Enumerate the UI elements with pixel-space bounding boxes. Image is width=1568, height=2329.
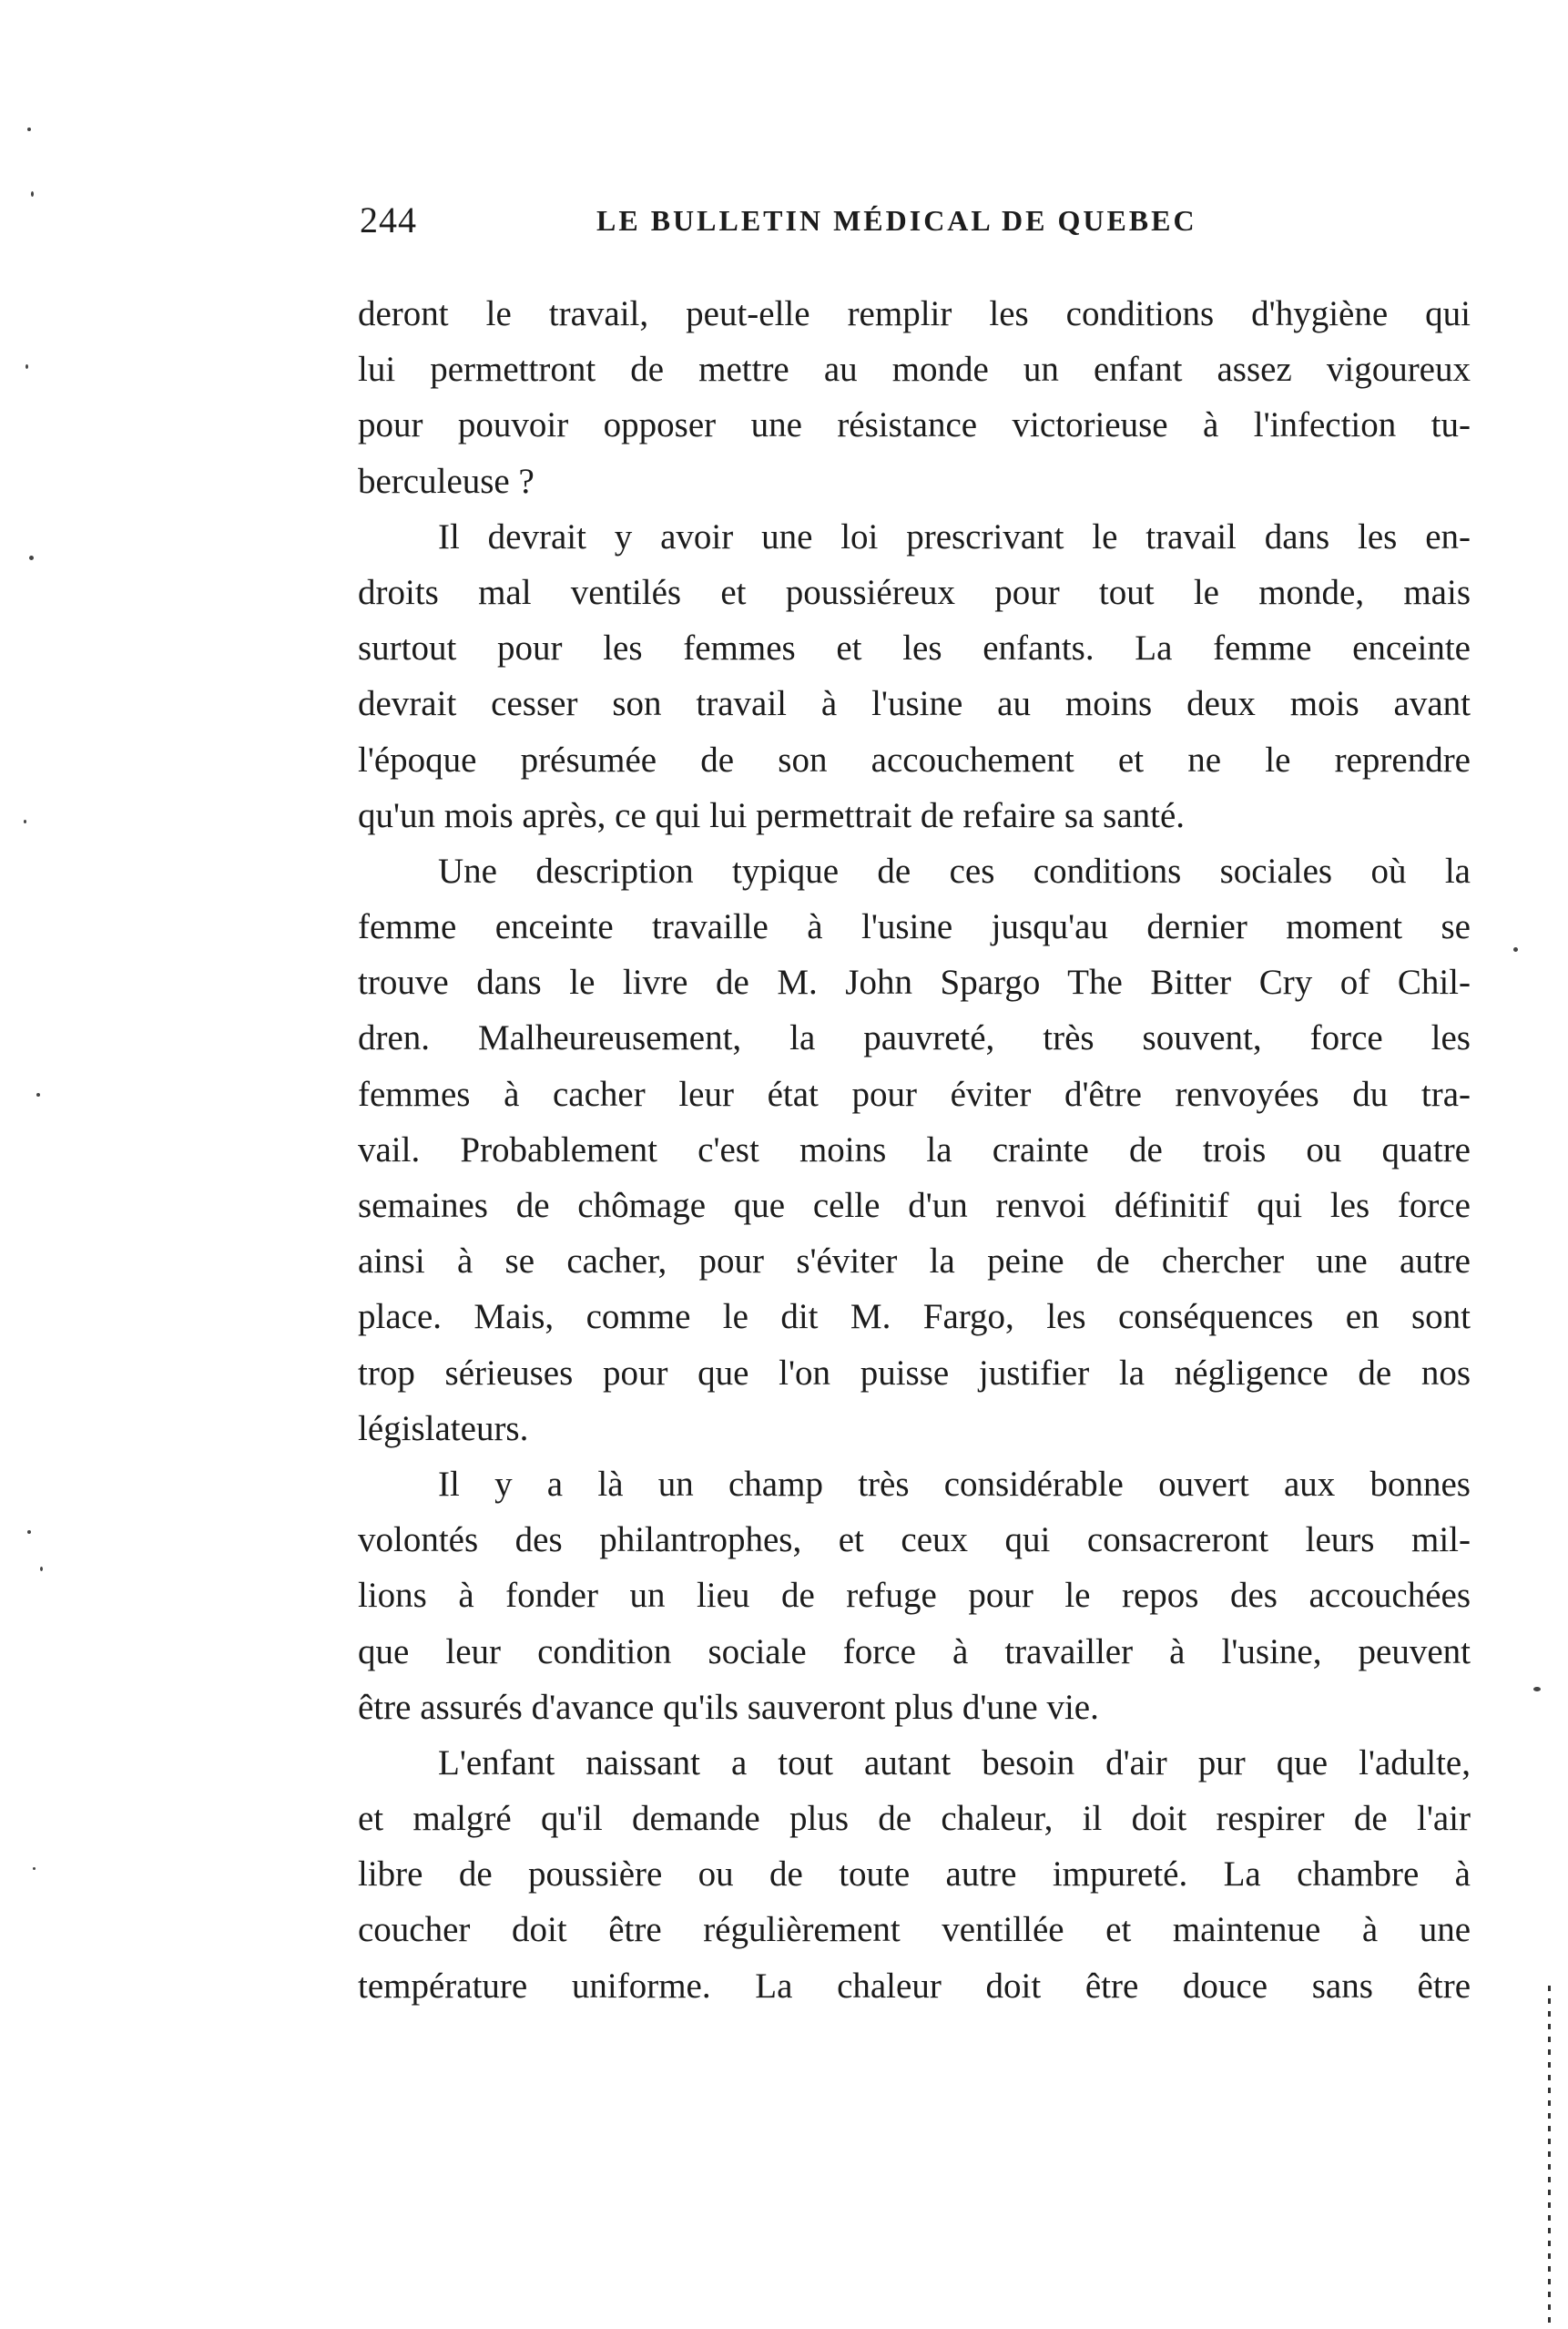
- text-line: température uniforme. La chaleur doit être douce sans être: [358, 1966, 1471, 2006]
- scan-speck: [1513, 947, 1518, 952]
- text-line: surtout pour les femmes et les enfants. La femme enceinte: [358, 628, 1471, 669]
- text-line: femmes à cacher leur état pour éviter d'être renvoyées du tra-: [358, 1074, 1471, 1114]
- text-line: législateurs.: [358, 1408, 529, 1448]
- text-line: que leur condition sociale force à travailler à l'usine, peuvent: [358, 1631, 1471, 1671]
- paragraph-2: [358, 509, 1471, 843]
- text-line: Il devrait y avoir une loi prescrivant le travail dans les en-: [438, 516, 1471, 557]
- text-line: berculeuse ?: [358, 461, 535, 501]
- text-line: pour pouvoir opposer une résistance victorieuse à l'infection tu-: [358, 405, 1471, 445]
- scan-speck: [25, 364, 28, 369]
- text-line: lions à fonder un lieu de refuge pour le repos des accouchées: [358, 1576, 1471, 1616]
- page-header: [360, 199, 1489, 253]
- page-number: 244: [360, 199, 417, 240]
- text-line: femme enceinte travaille à l'usine jusqu'au dernier moment se: [358, 907, 1471, 947]
- paragraph-3: [358, 843, 1471, 1456]
- text-line: lui permettront de mettre au monde un enfant assez vigoureux: [358, 350, 1471, 390]
- scan-speck: [31, 191, 34, 197]
- body-text: [358, 286, 1471, 2014]
- text-line: place. Mais, comme le dit M. Fargo, les conséquences en sont: [358, 1297, 1471, 1337]
- scan-speck: [40, 1567, 43, 1571]
- text-line: et malgré qu'il demande plus de chaleur, il doit respirer de l'air: [358, 1799, 1471, 1839]
- text-line: semaines de chômage que celle d'un renvoi définitif qui les force: [358, 1186, 1471, 1225]
- text-line: Une description typique de ces conditions sociales où la: [438, 851, 1471, 891]
- text-line: qu'un mois après, ce qui lui permettrait de refaire sa santé.: [358, 795, 1186, 835]
- text-line: l'époque présumée de son accouchement et ne le reprendre: [358, 740, 1471, 780]
- text-line: vail. Probablement c'est moins la crainte de trois ou quatre: [358, 1129, 1471, 1170]
- scan-speck: [1533, 1687, 1541, 1691]
- scan-speck: [36, 1093, 40, 1097]
- scan-speck: [33, 1867, 36, 1870]
- text-line: dren. Malheureusement, la pauvreté, très souvent, force les: [358, 1018, 1471, 1058]
- text-line: ainsi à se cacher, pour s'éviter la peine de chercher une autre: [358, 1241, 1471, 1282]
- text-line: trouve dans le livre de M. John Spargo The Bitter Cry of Chil-: [358, 963, 1471, 1003]
- paragraph-5: [358, 1735, 1471, 2014]
- text-line: Il y a là un champ très considérable ouvert aux bonnes: [438, 1464, 1471, 1504]
- text-line: coucher doit être régulièrement ventillée et maintenue à une: [358, 1910, 1471, 1950]
- running-title: LE BULLETIN MÉDICAL DE QUEBEC: [596, 204, 1197, 237]
- paragraph-4: [358, 1456, 1471, 1735]
- scan-speck: [27, 128, 31, 131]
- text-line: libre de poussière ou de toute autre impureté. La chambre à: [358, 1854, 1471, 1895]
- text-line: devrait cesser son travail à l'usine au moins deux mois avant: [358, 684, 1471, 724]
- paragraph-1: [358, 286, 1471, 509]
- scan-speck: [24, 820, 26, 823]
- text-line: L'enfant naissant a tout autant besoin d'air pur que l'adulte,: [438, 1742, 1471, 1783]
- text-line: droits mal ventilés et poussiéreux pour tout le monde, mais: [358, 572, 1471, 612]
- scan-edge-rule: [1548, 1986, 1551, 2323]
- scan-speck: [29, 556, 34, 560]
- text-line: trop sérieuses pour que l'on puisse justifier la négligence de nos: [358, 1353, 1471, 1393]
- scan-speck: [27, 1530, 31, 1534]
- text-line: volontés des philantrophes, et ceux qui consacreront leurs mil-: [358, 1520, 1471, 1560]
- text-line: deront le travail, peut-elle remplir les conditions d'hygiène qui: [358, 294, 1471, 333]
- text-line: être assurés d'avance qu'ils sauveront plus d'une vie.: [358, 1687, 1099, 1727]
